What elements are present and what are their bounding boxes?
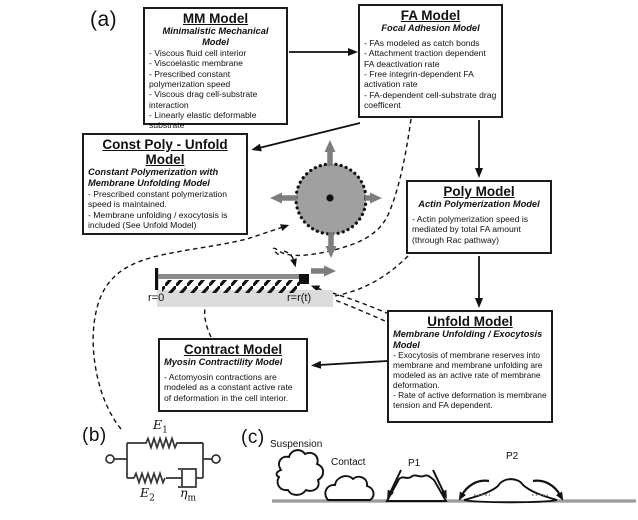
unfold-model-bullet: - Rate of active deformation is membrane tension and FA dependent.: [393, 389, 547, 410]
viscoelastic-circuit: [106, 439, 220, 488]
mm-model-bullet: - Linearly elastic deformable substrate: [149, 109, 257, 131]
membrane-bar: [158, 274, 300, 279]
dash-poly-to-protrusion: [335, 256, 408, 296]
arrow-unfold-to-contract: [319, 361, 387, 365]
const-poly-unfold-subtitle: Constant Polymerization with Membrane Unfolding Model: [88, 167, 219, 189]
fa-model-bullet: - Free integrin-dependent FA activation rate: [364, 69, 474, 90]
p2-label: P2: [506, 451, 519, 462]
mm-model-bullet: - Viscoelastic membrane: [149, 58, 243, 69]
spreading-states: [272, 450, 636, 502]
cell-center-dot: [326, 194, 333, 201]
const-poly-unfold-model-box: [82, 133, 248, 235]
fa-model-bullet: - Attachment traction dependent FA deactivation rate: [364, 48, 486, 69]
poly-model-title: Poly Model: [443, 184, 515, 199]
spring-e2-label: $E_2$: [140, 485, 155, 504]
mm-model-bullet: - Viscous drag cell-substrate interaction: [149, 89, 258, 110]
actomyosin-hatch: [162, 280, 300, 293]
spring-e2: [134, 474, 165, 483]
const-poly-unfold-bullet: - Prescribed constant polymerization speed is maintained.: [88, 189, 227, 210]
origin-tick: [155, 268, 158, 290]
spring-e1: [127, 439, 203, 448]
contact-label: Contact: [331, 457, 366, 468]
poly-model-box: [406, 180, 552, 254]
left-terminal: [106, 455, 114, 463]
fa-model-subtitle: Focal Adhesion Model: [381, 23, 480, 34]
panel-c-label: (c): [241, 427, 265, 448]
r0-label: r=0: [148, 292, 165, 304]
focal-adhesion-square: [299, 274, 309, 284]
mm-model-box: [143, 7, 288, 131]
dash-fa-to-adhesion-arrow: [284, 251, 294, 261]
const-poly-unfold-title: Const Poly - Unfold Model: [102, 137, 228, 168]
unfold-model-bullet: - Exocytosis of membrane reserves into membrane and membrane unfolding are modeled as an active rate of membrane deformation.: [393, 350, 543, 390]
p1-label: P1: [408, 458, 421, 469]
fa-model-box: [358, 4, 503, 118]
fa-model-bullet: - FAs modeled as catch bonds: [364, 38, 480, 49]
contract-model-subtitle: Myosin Contractility Model: [164, 357, 283, 368]
fa-model-bullet: - FA-dependent cell-substrate drag coefficent: [364, 89, 497, 110]
unfold-model-box: [387, 310, 553, 423]
mm-model-bullet: - Viscous fluid cell interior: [149, 48, 247, 59]
fa-model-title: FA Model: [400, 8, 461, 23]
poly-model-subtitle: Actin Polymerization Model: [418, 199, 540, 210]
panel-a-label: (a): [90, 8, 118, 31]
contract-model-bullet: - Actomyosin contractions are modeled as a constant active rate of deformation in the cell interior.: [164, 372, 293, 403]
suspension-cell-shape: [277, 450, 324, 495]
cell-membrane-schematic: [280, 150, 372, 248]
contact-cell-shape: [325, 476, 373, 500]
poly-model-bullet: - Actin polymerization speed is mediated by total FA amount (through Rac pathway): [412, 214, 529, 245]
contract-model-title: Contract Model: [183, 342, 283, 357]
dashpot-eta-label: $\eta_m$: [180, 485, 197, 504]
unfold-model-title: Unfold Model: [427, 314, 513, 329]
const-poly-unfold-bullet: - Membrane unfolding / exocytosis is included (See Unfold Model): [88, 209, 228, 231]
mm-model-bullet: - Prescribed constant polymerization speed: [149, 68, 231, 89]
suspension-label: Suspension: [270, 439, 323, 450]
spring-e1-label: $E_1$: [153, 417, 168, 436]
unfold-model-subtitle: Membrane Unfolding / Exocytosis Model: [393, 329, 543, 351]
contract-model-box: [158, 338, 308, 412]
mm-model-title: MM Model: [182, 11, 249, 26]
panel-b-label: (b): [82, 425, 107, 446]
right-terminal: [212, 455, 220, 463]
mm-model-subtitle: Minimalistic Mechanical Model: [162, 26, 269, 48]
rt-label: r=r(t): [287, 292, 312, 304]
